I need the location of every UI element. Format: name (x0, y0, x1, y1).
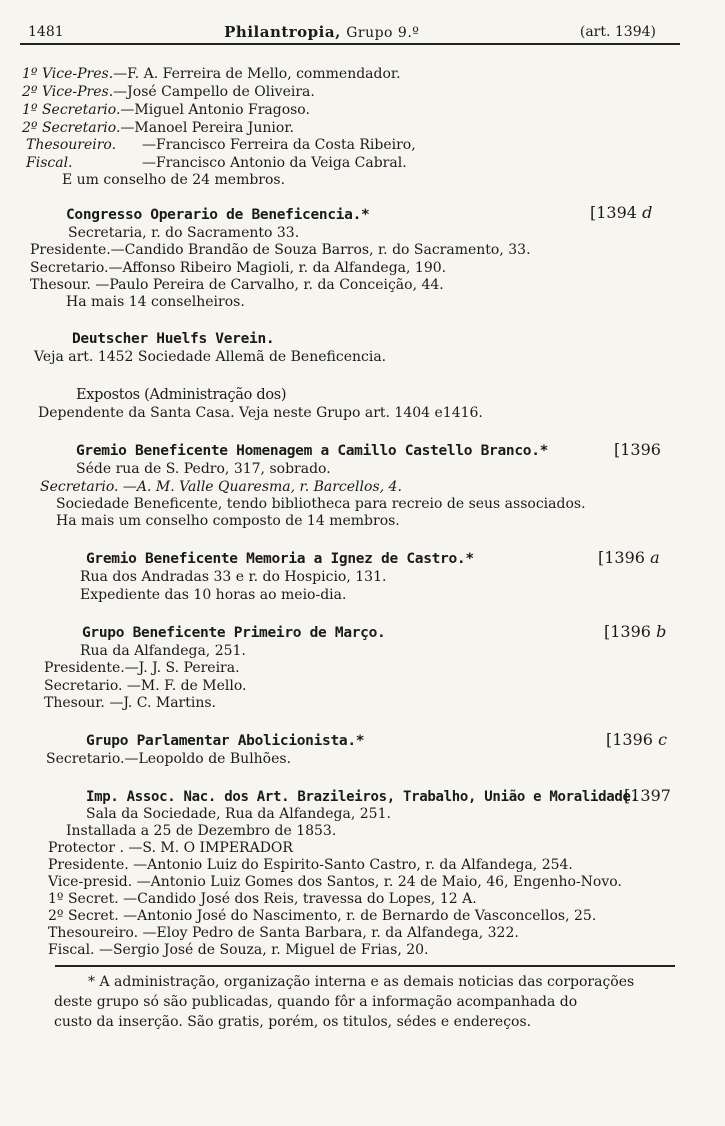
article-ref: (art. 1394) (579, 24, 656, 40)
footnote-line: custo da inserção. São gratis, porém, os titulos, sédes e endereços. (54, 1014, 532, 1030)
entry-line: Rua da Alfandega, 251. (80, 643, 246, 659)
entry-ref: [1396 a (598, 548, 660, 567)
entry-line: Protector . —S. M. O IMPERADOR (48, 840, 293, 856)
entry-line: Secretario.—Affonso Ribeiro Magioli, r. da Alfandega, 190. (30, 260, 447, 276)
entry-line: Secretaria, r. do Sacramento 33. (68, 225, 300, 241)
group-label: Grupo 9.º (346, 25, 420, 41)
entry-line: Thesour. —J. C. Martins. (44, 695, 216, 711)
entry-line: Sociedade Beneficente, tendo bibliotheca para recreio de seus associados. (56, 496, 586, 512)
entry-title: Imp. Assoc. Nac. dos Art. Brazileiros, Trabalho, União e Moralidade. (86, 789, 639, 805)
entry-line: Expediente das 10 horas ao meio-dia. (80, 587, 347, 603)
footnote-line: * A administração, organização interna e as demais noticias das corporações (88, 974, 635, 990)
entry-line: Ha mais 14 conselheiros. (66, 294, 245, 310)
entry-line: Secretario. —A. M. Valle Quaresma, r. Barcellos, 4. (40, 479, 402, 495)
entry-line: Fiscal. —Sergio José de Souza, r. Miguel de Frias, 20. (48, 942, 429, 958)
officer-line: Fiscal. —Francisco Antonio da Veiga Cabral. (26, 155, 407, 171)
entry-title: Grupo Parlamentar Abolicionista.* (86, 733, 365, 749)
entry-title: Congresso Operario de Beneficencia.* (66, 207, 370, 223)
intro-note: E um conselho de 24 membros. (62, 172, 286, 188)
entry-line: Séde rua de S. Pedro, 317, sobrado. (76, 461, 331, 477)
running-title (224, 23, 419, 41)
officer-line: 1º Secretario.—Miguel Antonio Fragoso. (22, 102, 310, 118)
entry-title: Deutscher Huelfs Verein. (72, 331, 275, 347)
entry-line: Installada a 25 de Dezembro de 1853. (66, 823, 337, 839)
entry-ref: [1396 c (606, 730, 668, 749)
entry-ref: [1396 b (604, 622, 667, 641)
header-rule (20, 43, 680, 45)
entry-line: Veja art. 1452 Sociedade Allemã de Beneficencia. (34, 349, 387, 365)
page-header (28, 22, 656, 42)
entry-ref: [1394 d (590, 203, 653, 222)
entry-line: Dependente da Santa Casa. Veja neste Grupo art. 1404 e1416. (38, 405, 483, 421)
entry-line: Secretario.—Leopoldo de Bulhões. (46, 751, 292, 767)
entry-line: 2º Secret. —Antonio José do Nascimento, r. de Bernardo de Vasconcellos, 25. (48, 908, 597, 924)
page-number: 1481 (28, 24, 64, 40)
entry-line: Ha mais um conselho composto de 14 membros. (56, 513, 400, 529)
officer-line: 2º Vice-Pres.—José Campello de Oliveira. (22, 84, 315, 100)
entry-title: Gremio Beneficente Homenagem a Camillo Castello Branco.* (76, 443, 549, 459)
officer-line: Thesoureiro. —Francisco Ferreira da Costa Ribeiro, (26, 137, 416, 153)
entry-line: Sala da Sociedade, Rua da Alfandega, 251. (86, 806, 391, 822)
entry-title: Expostos (Administração dos) (76, 387, 287, 403)
entry-line: Rua dos Andradas 33 e r. do Hospicio, 131. (80, 569, 387, 585)
footnote-rule (55, 965, 675, 967)
entry-line: 1º Secret. —Candido José dos Reis, travessa do Lopes, 12 A. (48, 891, 477, 907)
entry-line: Presidente.—J. J. S. Pereira. (44, 660, 240, 676)
officer-line: 1º Vice-Pres.—F. A. Ferreira de Mello, commendador. (22, 66, 401, 82)
entry-line: Secretario. —M. F. de Mello. (44, 678, 247, 694)
section-title: Philantropia, (224, 23, 341, 41)
entry-ref: [1396 (614, 440, 661, 459)
entry-line: Thesour. —Paulo Pereira de Carvalho, r. da Conceição, 44. (30, 277, 444, 293)
footnote-line: deste grupo só são publicadas, quando fôr a informação acompanhada do (54, 994, 578, 1010)
entry-line: Presidente.—Candido Brandão de Souza Barros, r. do Sacramento, 33. (30, 242, 531, 258)
entry-line: Presidente. —Antonio Luiz do Espirito-Santo Castro, r. da Alfandega, 254. (48, 857, 573, 873)
entry-title: Grupo Beneficente Primeiro de Março. (82, 625, 386, 641)
entry-line: Vice-presid. —Antonio Luiz Gomes dos Santos, r. 24 de Maio, 46, Engenho-Novo. (48, 874, 622, 890)
entry-ref: [1397 (624, 786, 671, 805)
entry-line: Thesoureiro. —Eloy Pedro de Santa Barbara, r. da Alfandega, 322. (48, 925, 519, 941)
officer-line: 2º Secretario.—Manoel Pereira Junior. (22, 120, 294, 136)
entry-title: Gremio Beneficente Memoria a Ignez de Castro.* (86, 551, 474, 567)
